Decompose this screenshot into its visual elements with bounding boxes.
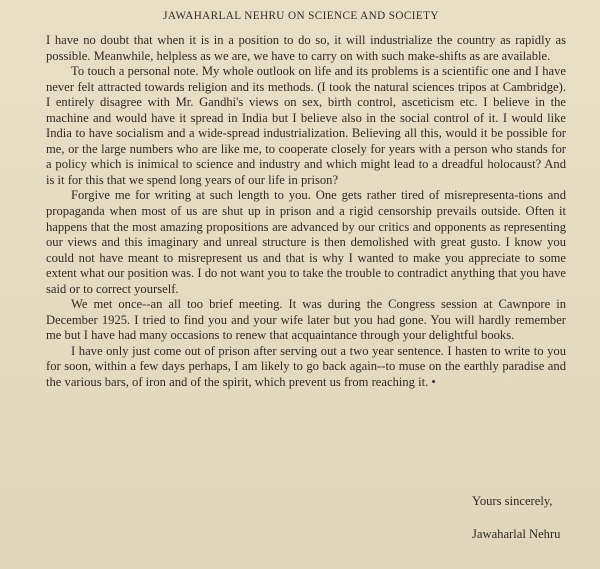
closing-salutation: Yours sincerely,	[472, 494, 553, 508]
signature: Jawaharlal Nehru	[472, 527, 561, 541]
letter-body	[46, 33, 566, 391]
paragraph-personal-note: To touch a personal note. My whole outlook on life and its problems is a scientific one and I have never felt attracted towards religion and its methods. (I took the natural sciences tripos at Cambridge). I entirely disagree with Mr. Gandhi's views on sex, birth control, asceticism etc. I believe in the machine and would have it spread in India but I believe also in the social control of it. I would like India to have socialism and a wide-spread industrialization. Believing all this, would it be possible for me, or the large numbers who are like me, to cooperate closely for years with a person who stands for a policy which is inimical to science and industry and which might lead to a dreadful holocaust? And is it for this that we spend long years of our life in prison?	[46, 64, 566, 187]
running-head: JAWAHARLAL NEHRU ON SCIENCE AND SOCIETY	[163, 10, 439, 22]
paragraph-out-of-prison: I have only just come out of prison after serving out a two year sentence. I hasten to write to you for soon, within a few days perhaps, I am likely to go back again--to muse on the earthly paradise and the various bars, of iron and of the spirit, which prevent us from reaching it. •	[46, 343, 566, 390]
paragraph-we-met-once: We met once--an all too brief meeting. It was during the Congress session at Cawnpore in December 1925. I tried to find you and your wife later but you had gone. You will hardly remember me but I have had many occasions to renew that acquaintance through your delightful books.	[46, 297, 566, 343]
paragraph-forgive-me: Forgive me for writing at such length to you. One gets rather tired of misrepresenta-tions and propaganda when most of us are shut up in prison and a rigid censorship prevails outside. Often it happens that the most amazing propositions are advanced by our critics and opponents as representing our views and this imaginary and unreal structure is then demolished with great gusto. I know you could not have meant to misrepresent us and that is why I wanted to make you appreciate to some extent what our position was. I do not want you to take the trouble to contradict anything that you have said or to correct yourself.	[46, 188, 566, 296]
paragraph-continuation: I have no doubt that when it is in a position to do so, it will industrialize the country as rapidly as possible. Meanwhile, helpless as we are, we have to carry on with such make-shifts as are available.	[46, 33, 566, 63]
